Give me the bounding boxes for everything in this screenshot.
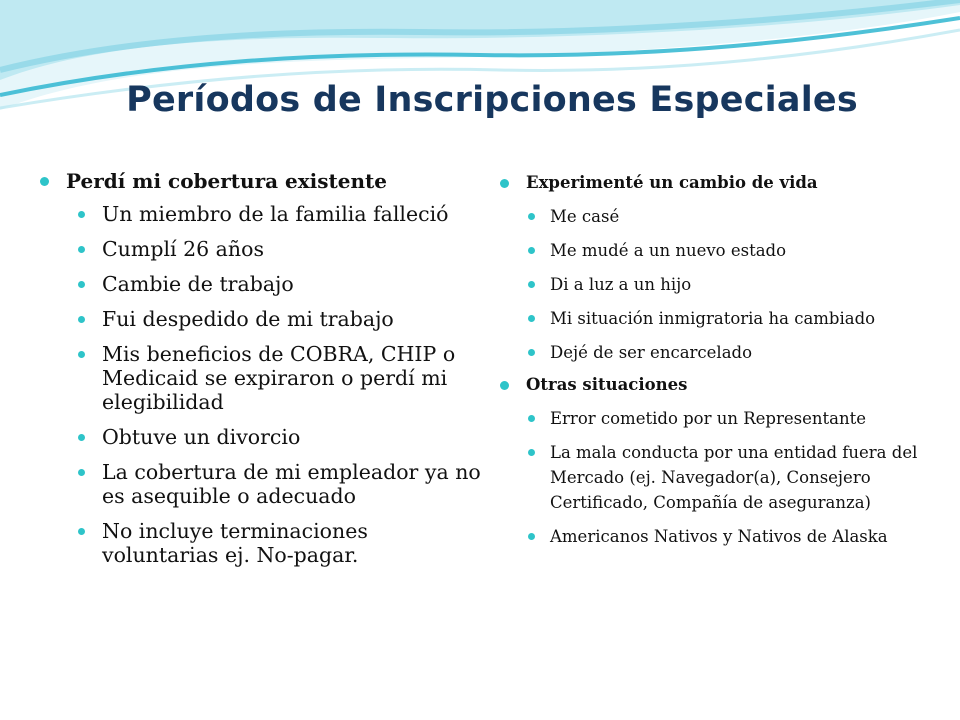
list-item: Obtuve un divorcio <box>78 425 485 449</box>
list-item: Cumplí 26 años <box>78 237 485 261</box>
list-item: Me mudé a un nuevo estado <box>528 238 952 263</box>
list-item: La cobertura de mi empleador ya no es asequible o adecuado <box>78 460 485 508</box>
list-item: Mis beneficios de COBRA, CHIP o Medicaid se expiraron o perdí mi elegibilidad <box>78 342 485 414</box>
list-item: Error cometido por un Representante <box>528 406 952 431</box>
right-heading-life-change: Experimenté un cambio de vida <box>500 172 952 194</box>
list-item: Me casé <box>528 204 952 229</box>
list-item: La mala conducta por una entidad fuera del Mercado (ej. Navegador(a), Consejero Certificado, Compañía de aseguranza) <box>528 440 952 515</box>
right-column <box>500 164 952 558</box>
list-item: Mi situación inmigratoria ha cambiado <box>528 306 952 331</box>
list-item: Americanos Nativos y Nativos de Alaska <box>528 524 952 549</box>
right-heading-other: Otras situaciones <box>500 374 952 396</box>
list-item: No incluye terminaciones voluntarias ej. No-pagar. <box>78 519 485 567</box>
list-item: Dejé de ser encarcelado <box>528 340 952 365</box>
list-item: Cambie de trabajo <box>78 272 485 296</box>
left-column <box>40 164 485 578</box>
list-item: Di a luz a un hijo <box>528 272 952 297</box>
list-item: Fui despedido de mi trabajo <box>78 307 485 331</box>
page-title: Períodos de Inscripciones Especiales <box>126 80 858 120</box>
list-item: Un miembro de la familia falleció <box>78 202 485 226</box>
left-heading: Perdí mi cobertura existente <box>40 168 485 194</box>
